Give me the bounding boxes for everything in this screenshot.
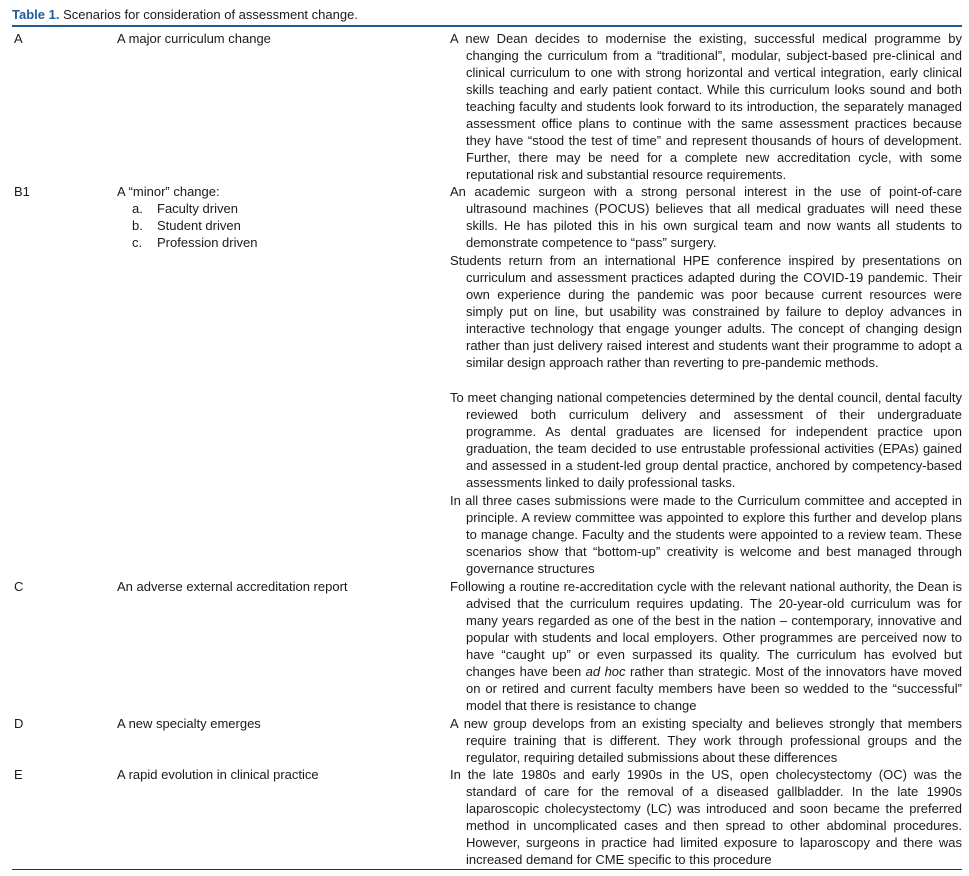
row-description-faculty <box>450 183 962 251</box>
table-label: Table 1. <box>12 7 60 22</box>
table-top-rule <box>12 25 962 27</box>
row-description <box>450 30 962 183</box>
description-paragraph: In the late 1980s and early 1990s in the US, open cholecystectomy (OC) was the standard of care for the removal of a diseased gallbladder. In the late 1990s laparoscopic cholecystectomy (LC) was introduced and soon became the preferred method in uncomplicated cases and then spread to other abdominal procedures. However, surgeons in practice had limited exposure to laparoscopy and there was increased demand for CME specific to this procedure <box>450 767 962 867</box>
sub-item-marker: c. <box>132 235 143 250</box>
row-description <box>450 715 962 766</box>
description-text-end: rather than strategic. Most of the innovators have moved on or retired and current faculty members have been so wedded to the “successful” model that there is resistance to change <box>466 664 962 713</box>
row-description-student <box>450 252 962 371</box>
row-scenario-list <box>117 183 258 251</box>
description-text-start: Following a routine re-accreditation cycle with the relevant national authority, the Dean is advised that the curriculum requires updating. The 20-year-old curriculum was for many years regarded as one of the best in the nation – contemporary, innovative and popular with students and local employers. Other programmes are perceived now to have “caught up” or even surpassed its quality. The curriculum has evolved but changes have been <box>450 579 962 679</box>
row-code: B1 <box>14 184 30 199</box>
row-scenario: A major curriculum change <box>117 31 271 46</box>
description-paragraph <box>450 578 962 714</box>
row-code: A <box>14 31 23 46</box>
sub-item-text: Faculty driven <box>157 201 238 216</box>
description-italic-term: ad hoc <box>585 664 626 679</box>
row-description-profession <box>450 389 962 491</box>
row-code: E <box>14 767 23 782</box>
row-description <box>450 766 962 868</box>
scenario-sub-item <box>117 234 258 251</box>
sub-item-text: Student driven <box>157 218 241 233</box>
row-scenario: A “minor” change: <box>117 184 220 199</box>
description-paragraph: A new group develops from an existing specialty and believes strongly that members require training that is different. They work through professional groups and the regulator, requiring detailed submissions about these differences <box>450 716 962 765</box>
table-bottom-rule <box>12 869 962 870</box>
scenario-sub-item <box>117 217 241 234</box>
description-paragraph: Students return from an international HPE conference inspired by presentations on curriculum and assessment practices adapted during the COVID-19 pandemic. Their own experience during the pandemic was poor because current resources were simply put on line, but usability was constrained by failure to deploy advances in interactive technology that engage younger adults. The concept of changing design rather than just delivery raised interest and students want their programme to adopt a similar design approach rather than reverting to pre-pandemic methods. <box>450 253 962 370</box>
description-paragraph: To meet changing national competencies determined by the dental council, dental faculty reviewed both curriculum delivery and assessment of their undergraduate programme. As dental graduates are licensed for independent practice upon graduation, the team decided to use entrustable professional activities (EPAs) gained and assessed in a student-led group dental practice, anchored by competency-based assessments linked to daily professional tasks. <box>450 390 962 490</box>
row-code: D <box>14 716 24 731</box>
sub-item-text: Profession driven <box>157 235 258 250</box>
sub-item-marker: b. <box>132 218 143 233</box>
description-paragraph: In all three cases submissions were made to the Curriculum committee and accepted in principle. A review committee was appointed to explore this further and develop plans to manage change. Faculty and the students were appointed to a review team. These scenarios show that “bottom-up” creativity is welcome and best managed through governance structures <box>450 493 962 576</box>
scenario-sub-item <box>117 200 238 217</box>
row-description <box>450 578 962 714</box>
description-paragraph: An academic surgeon with a strong personal interest in the use of point-of-care ultrasound machines (POCUS) believes that all medical graduates will need these skills. He has piloted this in his own surgical team and now wants all students to demonstrate competence to “pass” surgery. <box>450 184 962 250</box>
row-description-summary <box>450 492 962 577</box>
sub-item-marker: a. <box>132 201 143 216</box>
table-caption <box>12 6 962 23</box>
row-scenario: An adverse external accreditation report <box>117 579 348 594</box>
row-code: C <box>14 579 24 594</box>
row-scenario: A new specialty emerges <box>117 716 261 731</box>
table-title: Scenarios for consideration of assessment change. <box>63 7 358 22</box>
row-scenario: A rapid evolution in clinical practice <box>117 767 319 782</box>
description-paragraph: A new Dean decides to modernise the existing, successful medical programme by changing the curriculum from a “traditional”, modular, subject-based pre-clinical and clinical curriculum to one with strong horizontal and vertical integration, early clinical skills teaching and early patient contact. While this curriculum looks sound and both teaching faculty and students look forward to its introduction, the separately managed assessment office plans to continue with the same assessment practices because they have “stood the test of time” and represent thousands of hours of development. Further, there may be need for a complete new accreditation cycle, with some reputational risk and substantial resource requirements. <box>450 31 962 182</box>
